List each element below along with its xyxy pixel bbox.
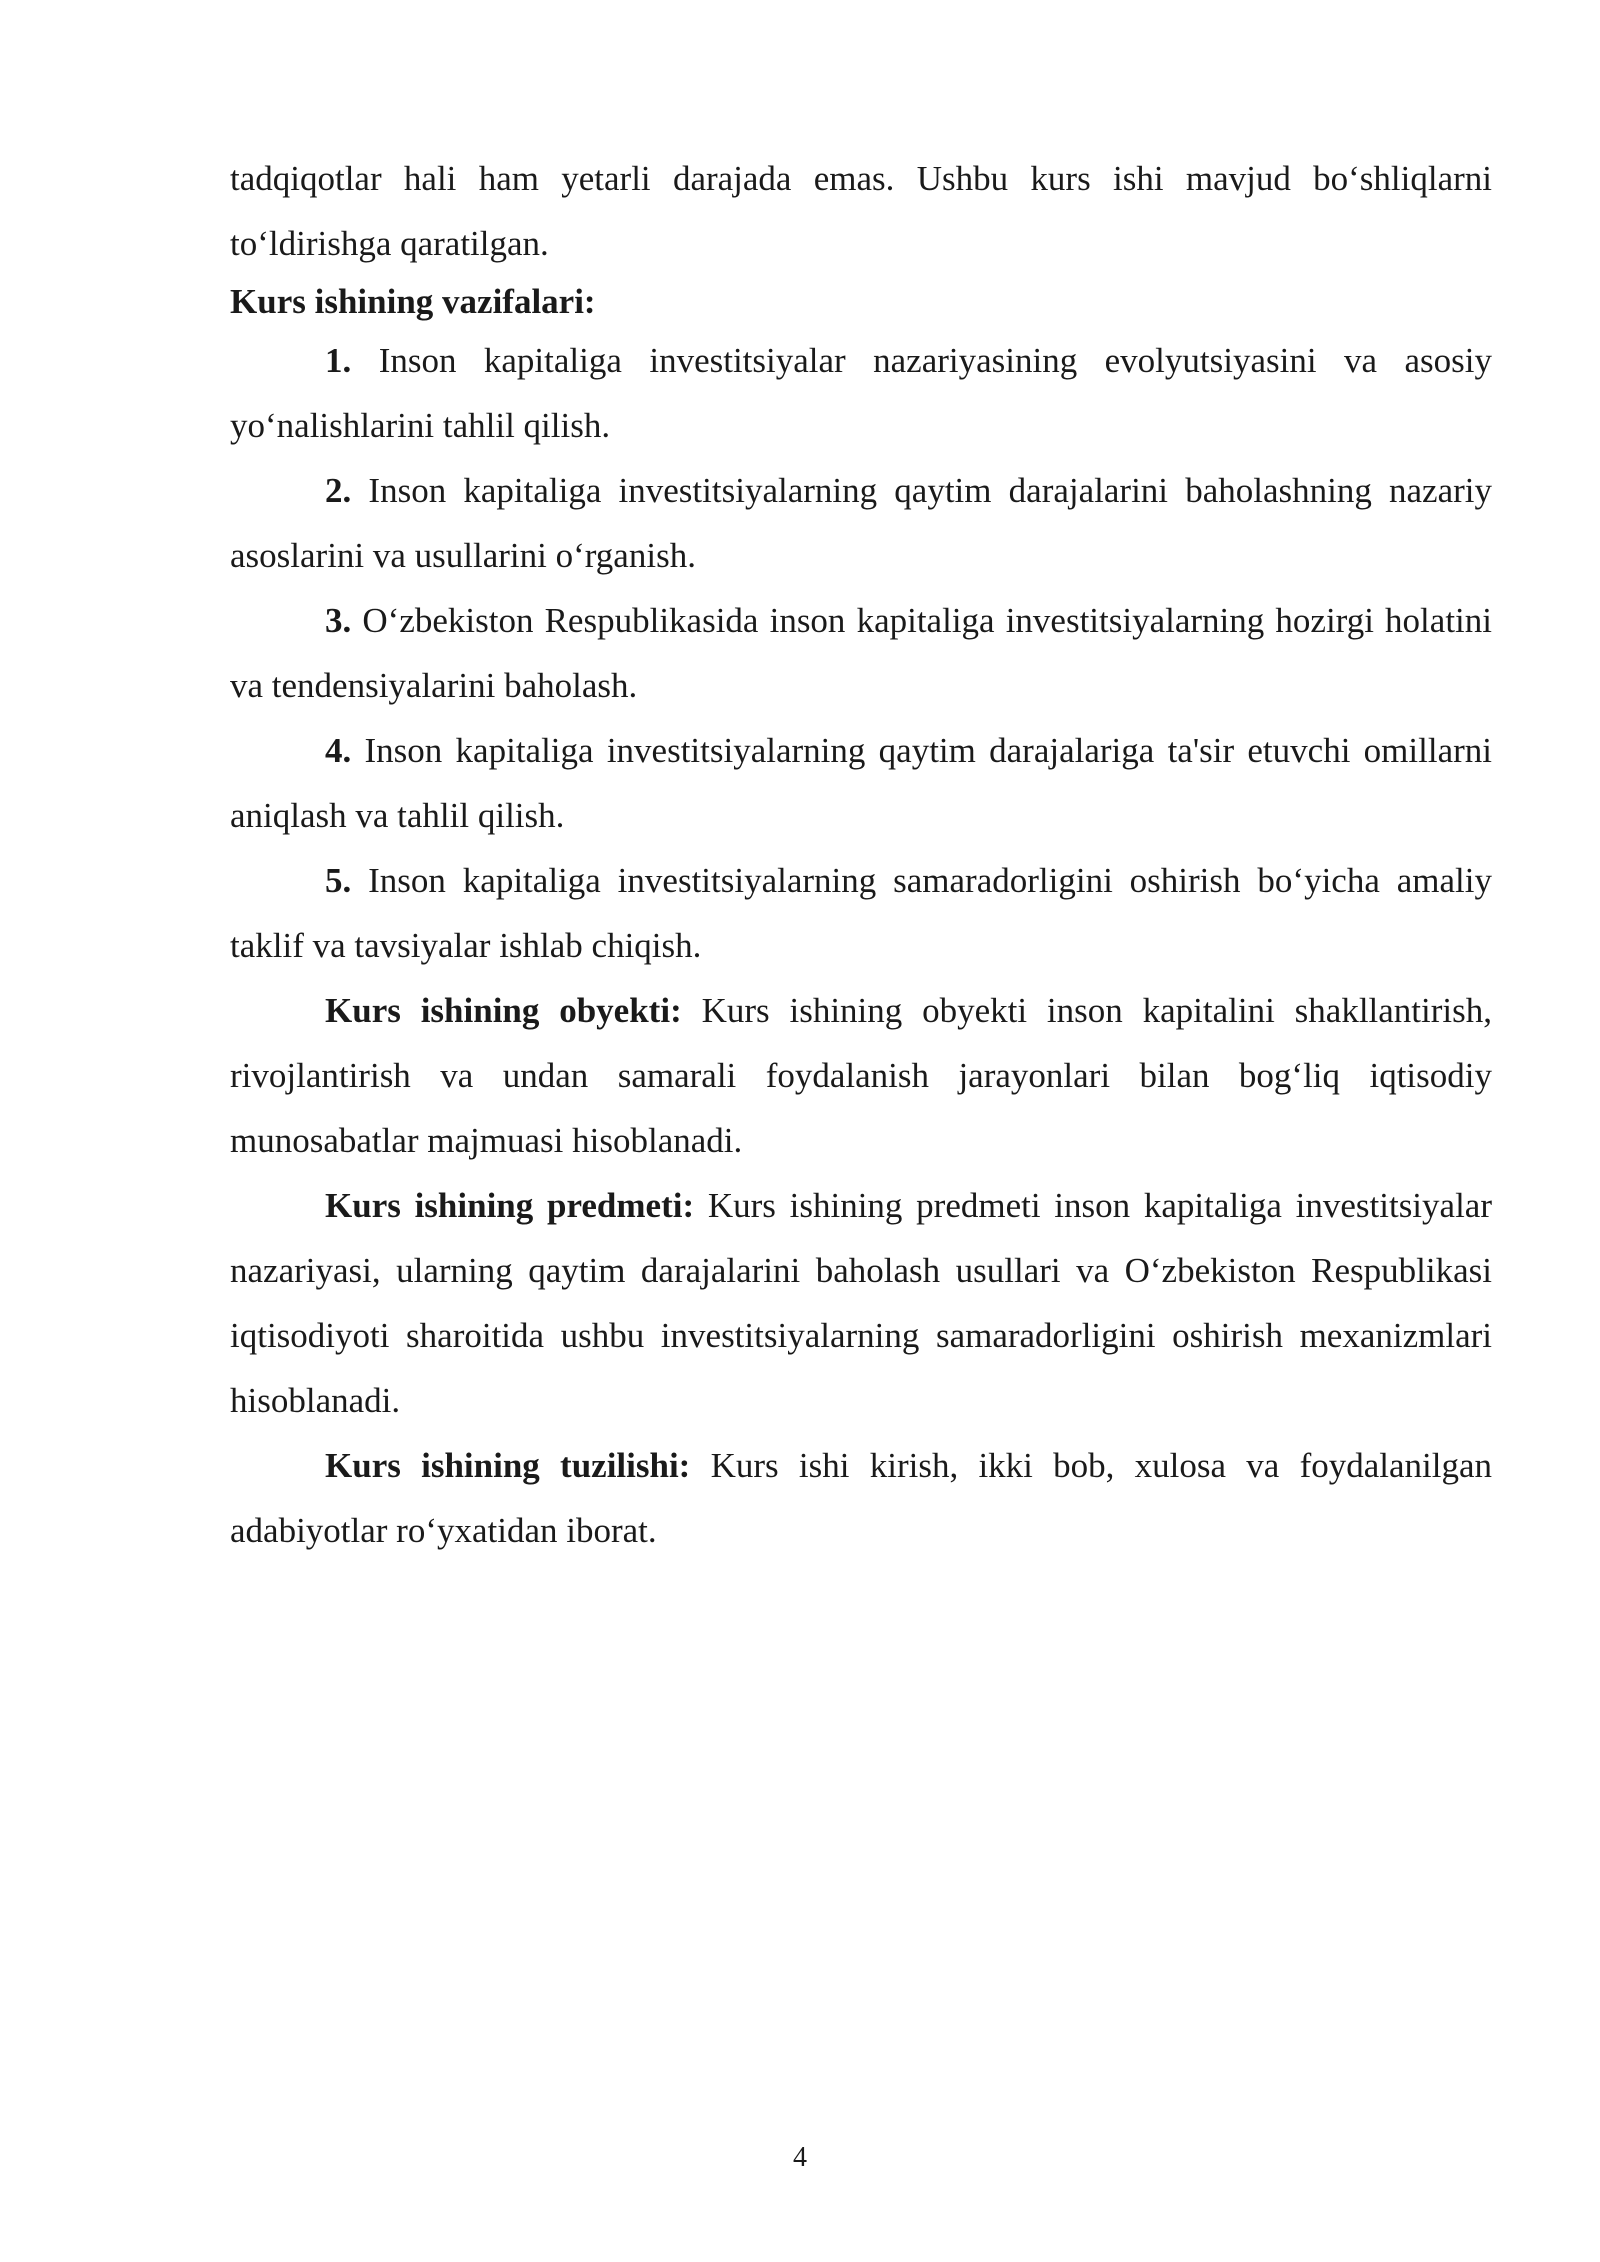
task-number: 5.: [325, 861, 352, 900]
task-number: 1.: [325, 341, 352, 380]
structure-label: Kurs ishining tuzilishi:: [325, 1446, 691, 1485]
task-number: 3.: [325, 601, 352, 640]
page-content: [230, 146, 1492, 1563]
task-item-3: [230, 588, 1492, 718]
intro-paragraph: tadqiqotlar hali ham yetarli darajada emas. Ushbu kurs ishi mavjud bo‘shliqlarni to‘ldirishga qaratilgan.: [230, 159, 1492, 263]
subject-paragraph: [230, 1173, 1492, 1433]
task-number: 2.: [325, 471, 352, 510]
object-paragraph: [230, 978, 1492, 1173]
task-text: O‘zbekiston Respublikasida inson kapitaliga investitsiyalarning hozirgi holatini va tendensiyalarini baholash.: [230, 601, 1492, 705]
task-item-4: [230, 718, 1492, 848]
task-number: 4.: [325, 731, 352, 770]
subject-text: Kurs ishining predmeti inson kapitaliga investitsiyalar nazariyasi, ularning qaytim darajalarini baholash usullari va O‘zbekiston Respublikasi iqtisodiyoti sharoitida ushbu investitsiyalarning samaradorligini oshirish mexanizmlari hisoblanadi.: [230, 1186, 1492, 1420]
task-item-2: [230, 458, 1492, 588]
task-text: Inson kapitaliga investitsiyalarning samaradorligini oshirish bo‘yicha amaliy taklif va tavsiyalar ishlab chiqish.: [230, 861, 1492, 965]
subject-label: Kurs ishining predmeti:: [325, 1186, 695, 1225]
structure-paragraph: [230, 1433, 1492, 1563]
task-item-1: [230, 328, 1492, 458]
structure-text: Kurs ishi kirish, ikki bob, xulosa va foydalanilgan adabiyotlar ro‘yxatidan iborat.: [230, 1446, 1493, 1550]
task-item-5: [230, 848, 1492, 978]
task-text: Inson kapitaliga investitsiyalarning qaytim darajalarini baholashning nazariy asoslarini va usullarini o‘rganish.: [230, 471, 1492, 575]
task-text: Inson kapitaliga investitsiyalarning qaytim darajalariga ta'sir etuvchi omillarni aniqlash va tahlil qilish.: [230, 731, 1492, 835]
task-text: Inson kapitaliga investitsiyalar nazariyasining evolyutsiyasini va asosiy yo‘nalishlarini tahlil qilish.: [230, 341, 1492, 445]
tasks-heading: Kurs ishining vazifalari:: [230, 282, 596, 321]
object-label: Kurs ishining obyekti:: [325, 991, 682, 1030]
object-text: Kurs ishining obyekti inson kapitalini shakllantirish, rivojlantirish va undan samarali foydalanish jarayonlari bilan bog‘liq iqtisodiy munosabatlar majmuasi hisoblanadi.: [230, 991, 1492, 1160]
page-number: 4: [793, 2142, 807, 2173]
